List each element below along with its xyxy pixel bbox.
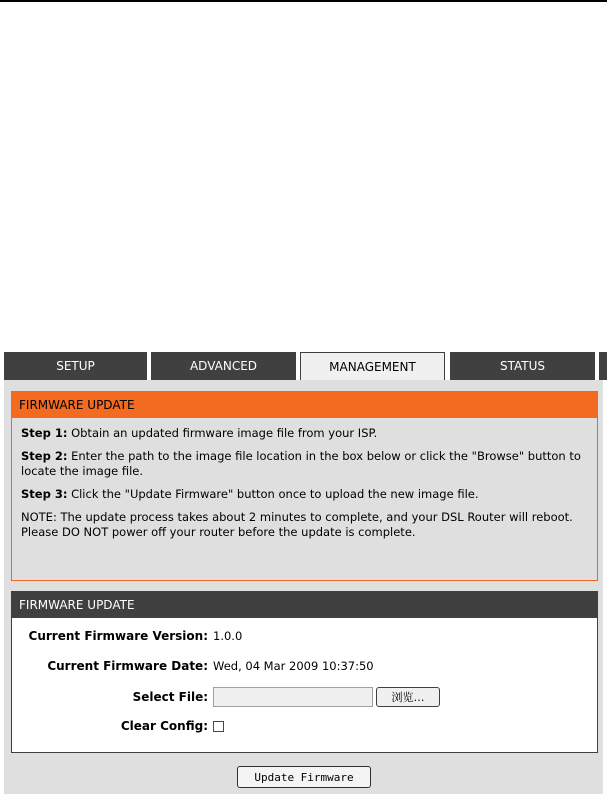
- step-3-label: Step 3:: [21, 487, 68, 501]
- tab-advanced[interactable]: ADVANCED: [151, 352, 296, 380]
- update-firmware-button[interactable]: Update Firmware: [237, 766, 371, 788]
- step-3: [21, 487, 588, 502]
- version-row: [12, 626, 597, 646]
- step-3-text: Click the "Update Firmware" button once to upload the new image file.: [67, 487, 479, 501]
- step-1-text: Obtain an updated firmware image file from your ISP.: [67, 426, 378, 440]
- firmware-form-title: FIRMWARE UPDATE: [12, 592, 597, 618]
- tab-overflow: [599, 352, 607, 380]
- step-2: [21, 449, 588, 479]
- tab-setup[interactable]: SETUP: [4, 352, 147, 380]
- note-text: NOTE: The update process takes about 2 minutes to complete, and your DSL Router will reboot. Please DO NOT power off your router before the update is complete.: [21, 510, 573, 539]
- clear-config-label: Clear Config:: [120, 719, 208, 733]
- file-row: [12, 687, 597, 707]
- info-panel-body: [12, 418, 597, 540]
- step-2-text: Enter the path to the image file location in the box below or click the "Browse" button to locate the image file.: [21, 449, 581, 478]
- file-label: Select File:: [132, 690, 208, 704]
- clear-config-checkbox[interactable]: [213, 721, 224, 732]
- tab-status[interactable]: STATUS: [450, 352, 595, 380]
- tab-management[interactable]: MANAGEMENT: [300, 352, 445, 380]
- browse-button[interactable]: 浏览…: [376, 687, 440, 707]
- firmware-form: [11, 591, 598, 753]
- step-1: [21, 426, 588, 441]
- date-row: [12, 656, 597, 676]
- date-label: Current Firmware Date:: [47, 659, 208, 673]
- info-panel: [11, 391, 598, 581]
- info-panel-title: FIRMWARE UPDATE: [12, 392, 597, 418]
- top-rule: [0, 0, 607, 2]
- version-label: Current Firmware Version:: [28, 629, 208, 643]
- clear-config-row: [12, 716, 597, 736]
- main-tabs: [4, 352, 607, 380]
- step-2-label: Step 2:: [21, 449, 68, 463]
- file-path-input[interactable]: [213, 687, 373, 707]
- version-value: 1.0.0: [213, 629, 243, 643]
- step-1-label: Step 1:: [21, 426, 68, 440]
- date-value: Wed, 04 Mar 2009 10:37:50: [213, 659, 374, 673]
